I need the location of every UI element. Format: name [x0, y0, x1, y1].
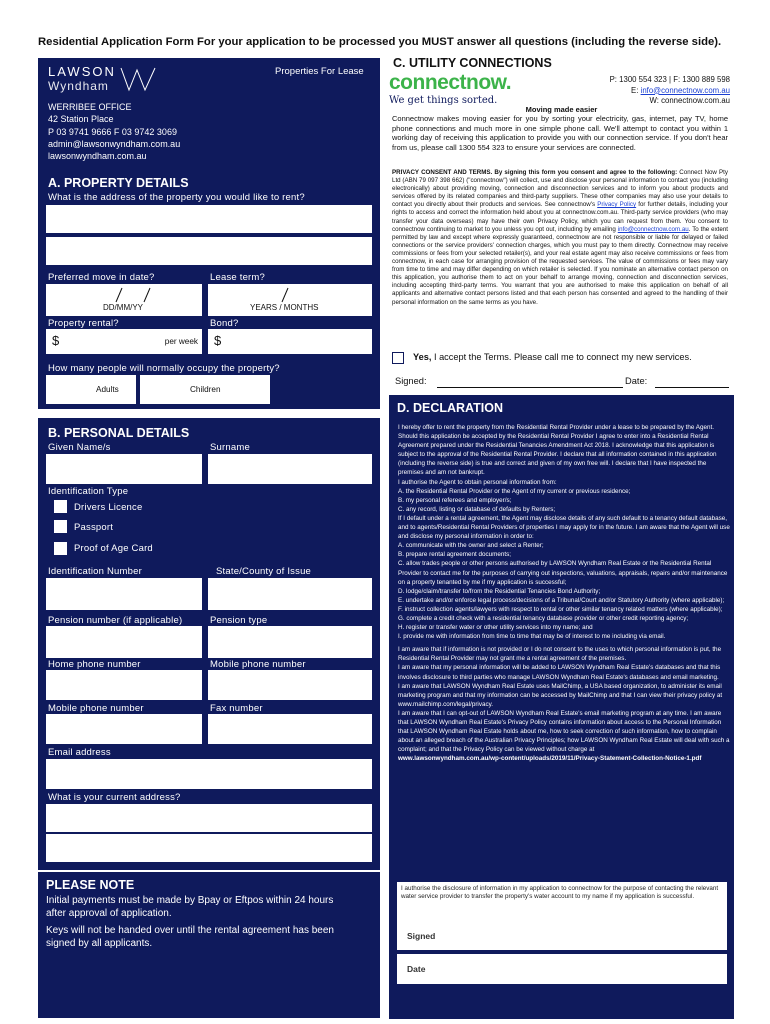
- agency-logo: [48, 64, 158, 98]
- lease-format-hint: YEARS / MONTHS: [250, 303, 319, 312]
- utility-intro: Connectnow makes moving easier for you by sorting your electricity, gas, internet, pay TV, home phone connections and much more in one simple phone call. We'll attempt to contact you within 1 working day of receiving this application to provide you with our connection service. If you don't hear from us, please call 1300 554 323 to ensure your services are connected.: [392, 114, 728, 152]
- decl-p1: I hereby offer to rent the property from the Residential Rental Provider under a lease to be prepared by the Agent. Should this application be accepted by the Residential Rental Provider I agree to enter into a Residential Rental Agreement prepared under the Residential Tenancies Amendment Act 2018. I acknowledge that this application is subject to the approval of the Residential Rental Provider. I declare that all information contained in this application (including the reverse side) is true and correct and given of my own free will. I declare that I have inspected the premises and am not bankrupt.: [398, 424, 717, 477]
- accept-terms-checkbox[interactable]: [392, 352, 404, 364]
- office-name: WERRIBEE OFFICE: [48, 102, 132, 112]
- drivers-licence-label: Drivers Licence: [74, 502, 143, 513]
- declaration-body: [398, 423, 730, 763]
- proof-of-age-checkbox[interactable]: [54, 542, 67, 555]
- agency-contact: [48, 101, 180, 162]
- date-format-hint: DD/MM/YY: [103, 303, 143, 312]
- children-label: Children: [190, 385, 221, 394]
- decl-listB-7: H. register or transfer water or other utility services into my name; and: [398, 624, 593, 632]
- decl-listA-1: B. my personal referees and employer/s;: [398, 496, 512, 504]
- decl-listA-0: A. the Residential Rental Provider or the Agent of my current or previous residence;: [398, 487, 631, 495]
- decl-p4: I am aware that if information is not provided or I do not consent to the uses to which personal information is put, the Residential Rental Provider may not grant me a rental agreement of the premises.: [398, 646, 722, 663]
- agency-tagline: Properties For Lease: [275, 66, 364, 77]
- connectnow-email-prefix: E:: [631, 85, 641, 95]
- accept-yes: Yes,: [413, 352, 432, 362]
- decl-listB-8: I. provide me with information from time to time that may be of interest to me including via email.: [398, 633, 666, 641]
- decl-p8: I authorise the disclosure of information in my application to connectnow for the purpose of contacting the relevant water service provider to transfer the property's water account to my name if my application is successful.: [401, 885, 719, 900]
- surname-label: Surname: [210, 442, 250, 453]
- decl-listB-0: A. communicate with the owner and select a Renter;: [398, 542, 544, 550]
- logo-text: LAWSON: [48, 64, 116, 79]
- property-title: A. PROPERTY DETAILS: [48, 176, 189, 190]
- decl-listB-1: B. prepare rental agreement documents;: [398, 551, 512, 559]
- privacy-policy-link[interactable]: Privacy Policy: [597, 201, 637, 209]
- proof-of-age-label: Proof of Age Card: [74, 543, 153, 554]
- mobile-phone-label: Mobile phone number: [210, 659, 306, 670]
- move-in-date-field[interactable]: [46, 284, 202, 316]
- decl-listB-3: D. lodge/claim/transfer to/from the Residential Tenancies Bond Authority;: [398, 587, 601, 595]
- agency-panel: [38, 58, 380, 172]
- property-section: [38, 172, 380, 409]
- utility-title: C. UTILITY CONNECTIONS: [393, 56, 552, 70]
- mobile-phone-2-label: Mobile phone number: [48, 703, 144, 714]
- state-of-issue-field[interactable]: [208, 578, 372, 610]
- mobile-phone-field[interactable]: [208, 670, 372, 700]
- utility-signed-line[interactable]: [437, 387, 623, 388]
- pension-number-field[interactable]: [46, 626, 202, 658]
- office-web[interactable]: lawsonwyndham.com.au: [48, 151, 147, 162]
- connectnow-email[interactable]: info@connectnow.com.au: [640, 85, 730, 95]
- utility-date-label: Date:: [625, 376, 648, 386]
- passport-label: Passport: [74, 522, 114, 533]
- form-heading: Residential Application Form For your application to be processed you MUST answer all questions (including the reverse side).: [38, 36, 722, 48]
- privacy-text-b: for further details, including your rights to access and correct the information held about you at connectnow.com.au. Third-party service providers (who may transfer your data overseas) may have their own Privacy Policy, which you can request from them. You consent to connectnow continuing to market to you unless you opt out, including by emailing: [392, 201, 728, 233]
- privacy-text-a: Connect Now Pty Ltd (ABN 79 097 398 662) ("connectnow") will collect, use and disclose your personal information to contact you (including electronically) about providing moving, connection and disconnection services and to inform you about products and services offered by its related companies and third-party suppliers. These other companies may also use your details to contact you directly about their products and services. See connectnow's: [392, 169, 728, 209]
- connectnow-slogan: We get things sorted.: [389, 95, 498, 106]
- bond-field[interactable]: [208, 329, 372, 354]
- utility-signed-label: Signed:: [395, 376, 427, 386]
- decl-signed-field[interactable]: [397, 920, 727, 950]
- decl-p5: I am aware that my personal information will be added to LAWSON Wyndham Real Estate's databases and that this involves disclosure to third parties who manage LAWSON Wyndham Real Estate's databases and email marketing.: [398, 664, 721, 681]
- please-note-title: PLEASE NOTE: [46, 878, 135, 892]
- rental-field[interactable]: [46, 329, 202, 354]
- decl-listB-6: G. complete a credit check with a residential tenancy database provider or other credit reporting agency;: [398, 614, 689, 622]
- drivers-licence-checkbox[interactable]: [54, 500, 67, 513]
- lease-slash: [276, 286, 296, 304]
- personal-section: [38, 418, 380, 870]
- rental-currency: $: [52, 333, 60, 348]
- logo-w-icon: [119, 66, 157, 92]
- decl-listA-2: C. any record, listing or database of defaults by Renters;: [398, 505, 556, 513]
- date-slashes: [104, 286, 164, 304]
- decl-listB-4: E. undertake and/or enforce legal process/decisions of a Tribunal/Court and/or Statutory Authority (where applicable);: [398, 596, 725, 604]
- decl-signed-label: Signed: [407, 931, 436, 941]
- property-address-line1[interactable]: [46, 205, 372, 233]
- current-address-line1[interactable]: [46, 804, 372, 832]
- connectnow-web[interactable]: W: connectnow.com.au: [649, 96, 730, 105]
- office-phone: P 03 9741 9666 F 03 9742 3069: [48, 126, 177, 137]
- mobile-phone-2-field[interactable]: [46, 714, 202, 744]
- privacy-text-c: . To the extent permitted by law and except where expressly guaranteed, connectnow are not responsible or liable for delayed or failed connections or the service providers' connection charges, which you must pay to them directly. Connectnow may receive commissions or fees from your selected retailer(s), and your real estate agent may also receive commissions or fees from connectnow, in each case for arranging provision of the requested services. The value of commissions or fees may vary from time to time and may differ depending on which retailer is selected. If you nominate an alternative contact person on this application, you authorise them to act on your behalf to arrange moving, connection and disconnection services, including accepting third-party terms. You warrant that you are authorised to make this application on behalf of all applicants and alternative contact persons listed and that each person has consented and agreed to the handling of their personal information on the same terms as you have.: [392, 225, 728, 306]
- accept-terms-label: [413, 352, 692, 362]
- please-note-line1: Initial payments must be made by Bpay or Eftpos within 24 hours after approval of application.: [46, 895, 334, 919]
- optout-email-link[interactable]: info@connectnow.com.au: [617, 225, 689, 233]
- email-field[interactable]: [46, 759, 372, 789]
- decl-p6: I am aware that LAWSON Wyndham Real Estate uses MailChimp, a USA based organization, to administer its email marketing program and that my information can be accessed by MailChimp and that I can view their privacy policy at www.mailchimp.com/legal/privacy.: [398, 682, 723, 708]
- decl-listB-5: F. instruct collection agents/lawyers with respect to rental or other similar tenancy related matters (where applicable);: [398, 605, 723, 613]
- connectnow-logo: connectnow.: [389, 71, 512, 94]
- decl-p2: I authorise the Agent to obtain personal information from:: [398, 478, 557, 486]
- please-note-panel: [38, 872, 380, 1018]
- decl-listB-2: C. allow trades people or other persons authorised by LAWSON Wyndham Real Estate or the Residential Rental Provider to contact me for the purposes of carrying out inspections, valuations, appraisals, repairs and/or maintenance on a property tenanted by me if my application is successful;: [398, 560, 728, 586]
- current-address-line2[interactable]: [46, 834, 372, 862]
- office-address: 42 Station Place: [48, 114, 114, 125]
- office-email[interactable]: admin@lawsonwyndham.com.au: [48, 138, 181, 149]
- adults-label: Adults: [96, 385, 119, 394]
- occupants-question: How many people will normally occupy the property?: [48, 363, 280, 374]
- utility-date-line[interactable]: [655, 387, 729, 388]
- decl-consent-box: [397, 882, 727, 922]
- passport-checkbox[interactable]: [54, 520, 67, 533]
- home-phone-field[interactable]: [46, 670, 202, 700]
- children-field[interactable]: [140, 375, 270, 404]
- privacy-consent: [392, 169, 728, 307]
- fax-field[interactable]: [208, 714, 372, 744]
- connectnow-phone: P: 1300 554 323 | F: 1300 889 598: [609, 75, 730, 84]
- property-address-line2[interactable]: [46, 237, 372, 265]
- decl-date-label: Date: [407, 964, 426, 974]
- please-note-line2: Keys will not be handed over until the rental agreement has been signed by all applicants.: [46, 925, 334, 949]
- property-address-question: What is the address of the property you would like to rent?: [48, 192, 305, 203]
- utility-section: [389, 54, 734, 394]
- bond-label: Bond?: [210, 318, 239, 329]
- given-name-field[interactable]: [46, 454, 202, 484]
- id-number-field[interactable]: [46, 578, 202, 610]
- decl-p3: If I default under a rental agreement, the Agent may disclose details of any such default to a tenancy default database, and to agents/Residential Rental Providers of properties I may apply for in the future. I am aware that the Agent will use and disclose my personal information in order to:: [398, 514, 730, 541]
- pension-type-field[interactable]: [208, 626, 372, 658]
- adults-field[interactable]: [46, 375, 136, 404]
- rental-label: Property rental?: [48, 318, 119, 329]
- per-week-label: per week: [164, 337, 198, 346]
- connectnow-contact: [610, 75, 730, 107]
- state-of-issue-label: State/County of Issue: [216, 566, 312, 577]
- declaration-title: D. DECLARATION: [397, 401, 504, 415]
- current-address-label: What is your current address?: [48, 792, 181, 803]
- pension-type-label: Pension type: [210, 615, 268, 626]
- bond-currency: $: [214, 333, 222, 348]
- privacy-lead: PRIVACY CONSENT AND TERMS. By signing this form you consent and agree to the following:: [392, 169, 678, 176]
- declaration-section: [389, 395, 734, 1019]
- decl-p7-link[interactable]: www.lawsonwyndham.com.au/wp-content/uploads/2019/11/Privacy-Statement-Collection-Notice-1.pdf: [398, 755, 702, 763]
- pension-number-label: Pension number (if applicable): [48, 615, 183, 626]
- personal-title: B. PERSONAL DETAILS: [48, 426, 190, 440]
- decl-date-field[interactable]: [397, 954, 727, 984]
- lease-term-field[interactable]: [208, 284, 372, 316]
- lease-term-label: Lease term?: [210, 272, 266, 283]
- move-in-label: Preferred move in date?: [48, 272, 155, 283]
- moving-subhead: Moving made easier: [525, 105, 598, 114]
- id-type-label: Identification Type: [48, 486, 129, 497]
- fax-label: Fax number: [210, 703, 263, 714]
- given-name-label: Given Name/s: [48, 442, 111, 453]
- accept-text: I accept the Terms. Please call me to connect my new services.: [431, 352, 692, 362]
- surname-field[interactable]: [208, 454, 372, 484]
- logo-sub: Wyndham: [48, 79, 109, 93]
- home-phone-label: Home phone number: [48, 659, 141, 670]
- id-number-label: Identification Number: [48, 566, 142, 577]
- email-label: Email address: [48, 747, 111, 758]
- decl-p7: I am aware that I can opt-out of LAWSON Wyndham Real Estate's email marketing program at any time. I am aware that LAWSON Wyndham Real Estate's Privacy Policy contains information about access to the Personal Information that LAWSON Wyndham Real Estate holds about me, how to seek correction of such information, how to complain about an alleged breach of the Australian Privacy Principles; how LAWSON Wyndham Real Estate will deal with such a complaint; and that the Privacy Policy can be viewed without charge at: [398, 709, 730, 754]
